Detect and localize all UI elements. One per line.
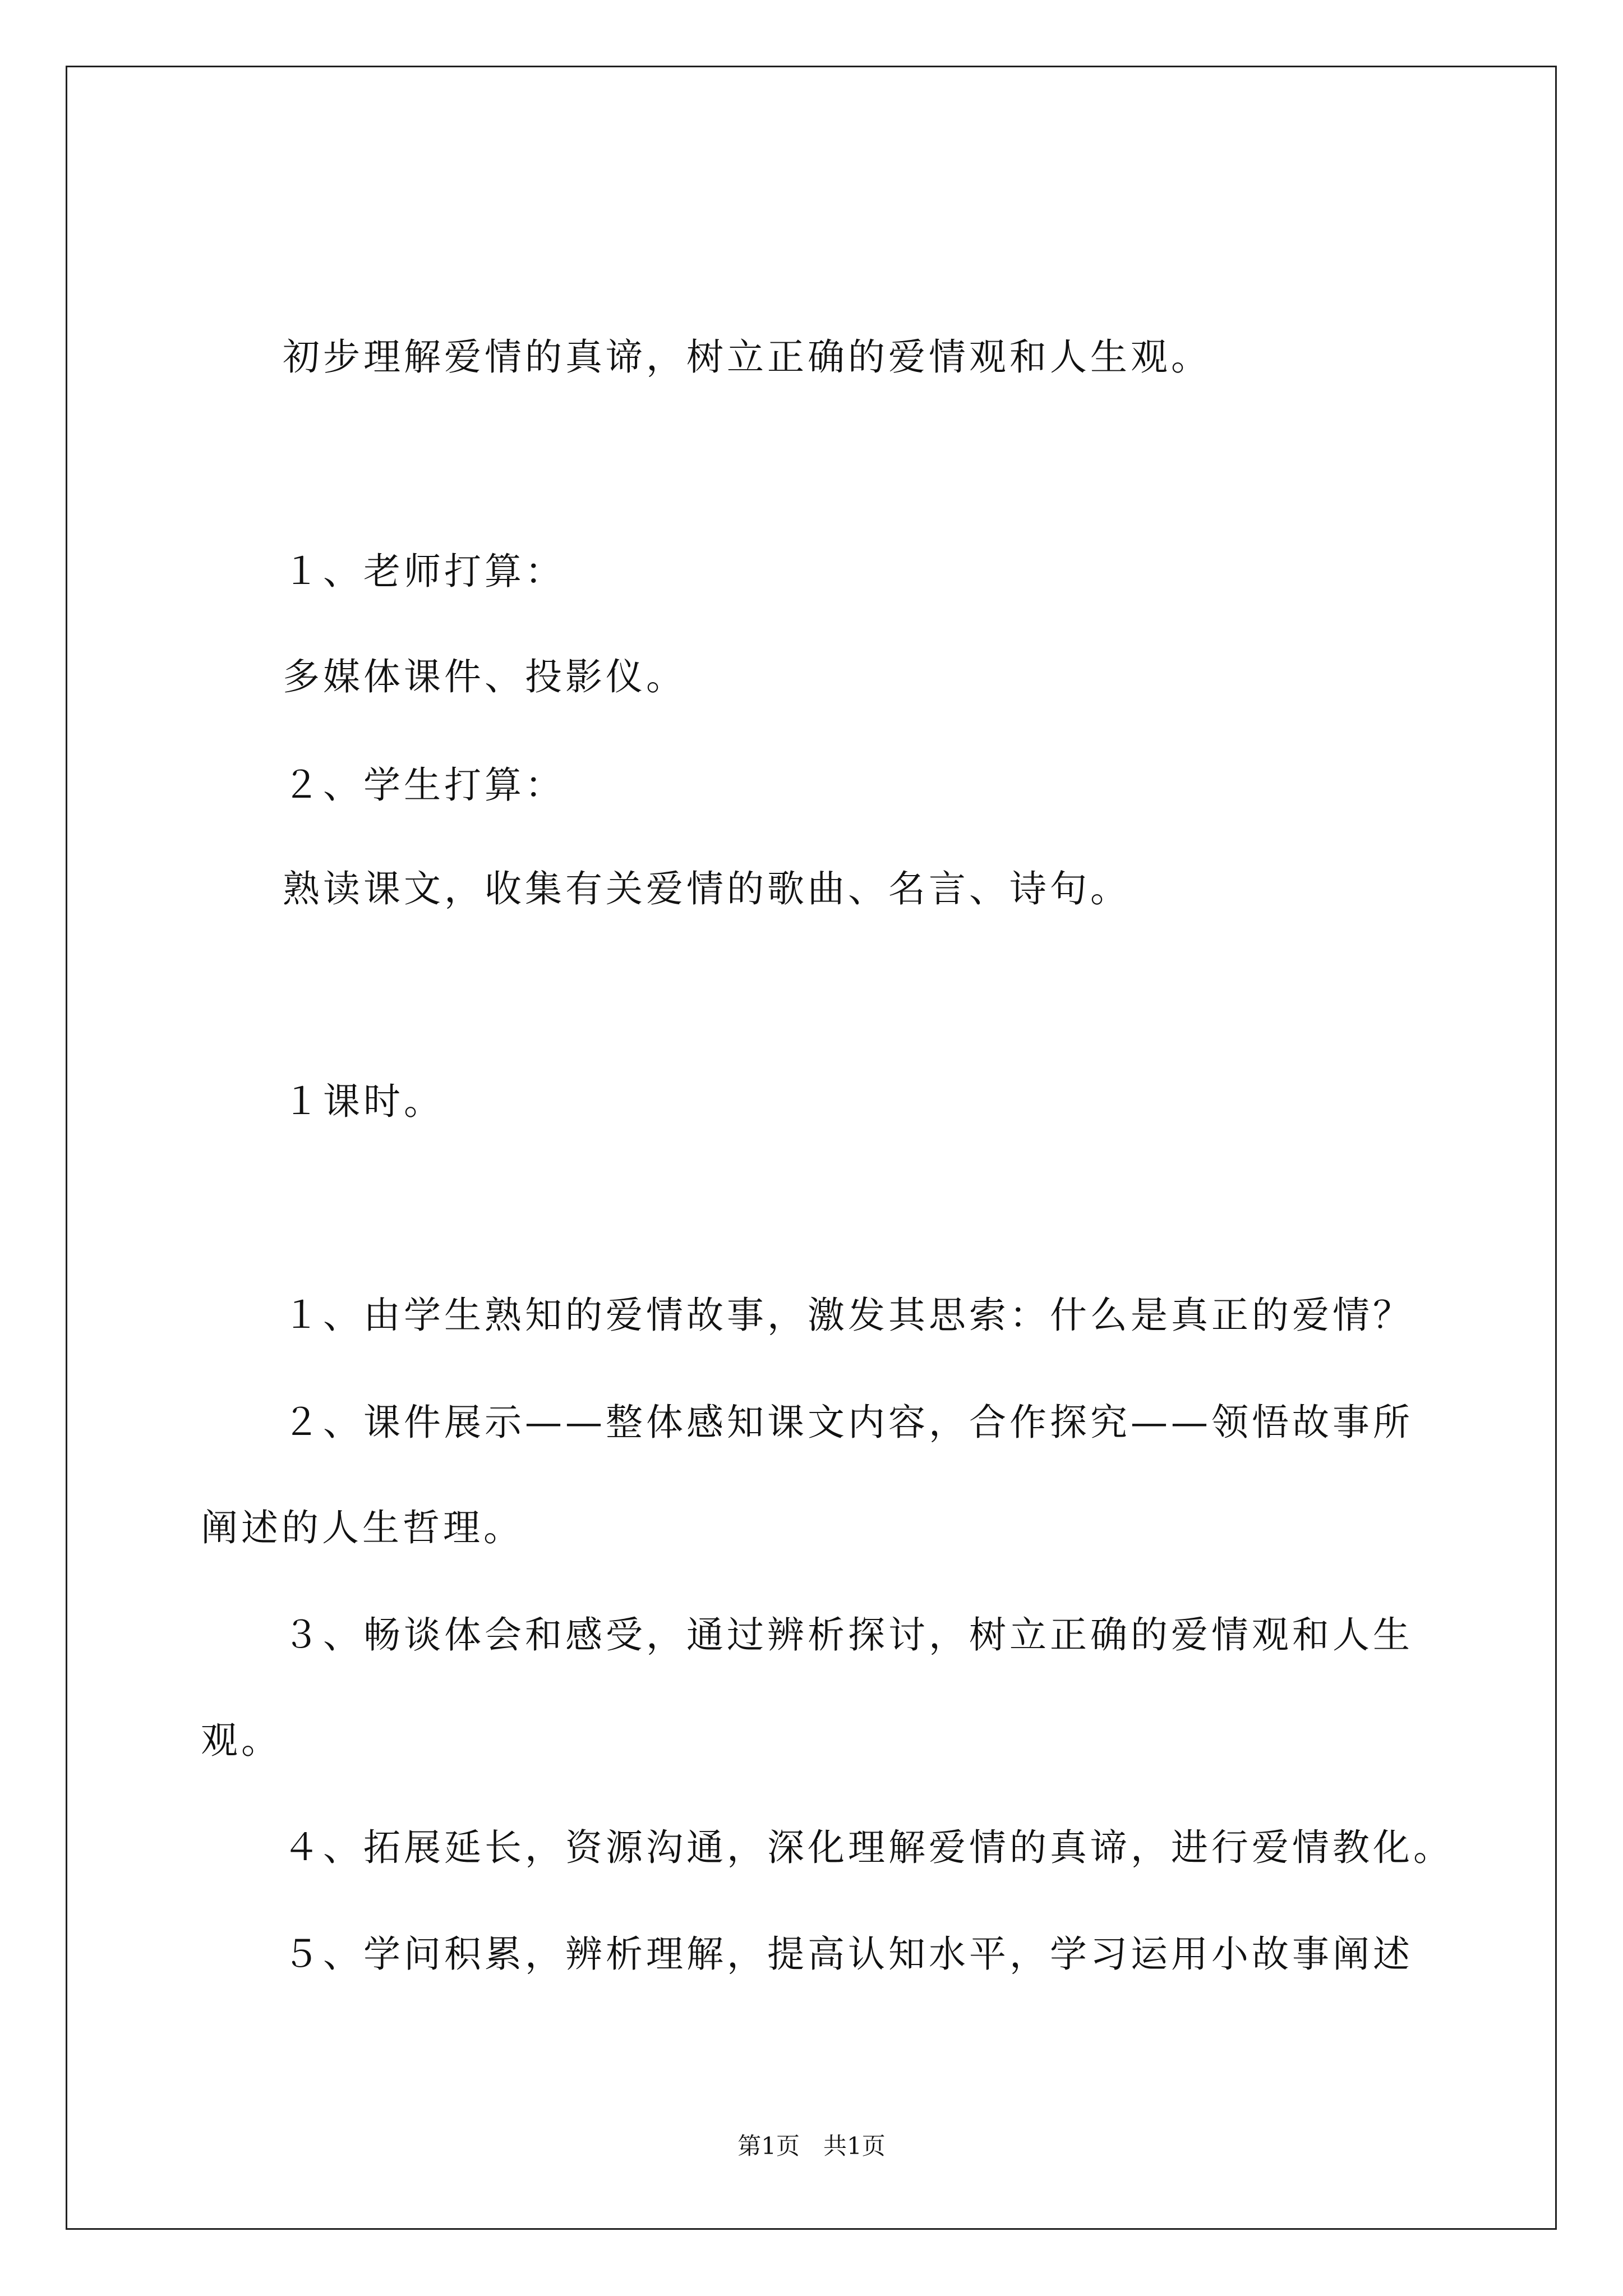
paragraph-line: ５、学问积累，辨析理解，提高认知水平，学习运用小故事阐述 xyxy=(283,1932,1413,1976)
paragraph-line: １课时。 xyxy=(283,1080,444,1123)
paragraph-line: １、老师打算： xyxy=(283,550,565,593)
paragraph-line: 多媒体课件、投影仪。 xyxy=(283,655,686,698)
paragraph-line: 初步理解爱情的真谛，树立正确的爱情观和人生观。 xyxy=(283,335,1211,379)
paragraph-line: １、由学生熟知的爱情故事，激发其思索：什么是真正的爱情？ xyxy=(283,1294,1413,1337)
paragraph-line: 观。 xyxy=(201,1719,282,1762)
paragraph-line: ３、畅谈体会和感受，通过辨析探讨，树立正确的爱情观和人生 xyxy=(283,1613,1413,1657)
paragraph-line: 阐述的人生哲理。 xyxy=(201,1506,524,1549)
paragraph-line: ４、拓展延长，资源沟通，深化理解爱情的真谛，进行爱情教化。 xyxy=(283,1826,1454,1869)
paragraph-line: ２、学生打算： xyxy=(283,763,565,807)
paragraph-line: ２、课件展示——整体感知课文内容，合作探究——领悟故事所 xyxy=(283,1401,1413,1444)
page-number-footer: 第1页 共1页 xyxy=(737,2132,886,2160)
paragraph-line: 熟读课文，收集有关爱情的歌曲、名言、诗句。 xyxy=(283,867,1131,910)
page-border xyxy=(66,66,1557,2230)
